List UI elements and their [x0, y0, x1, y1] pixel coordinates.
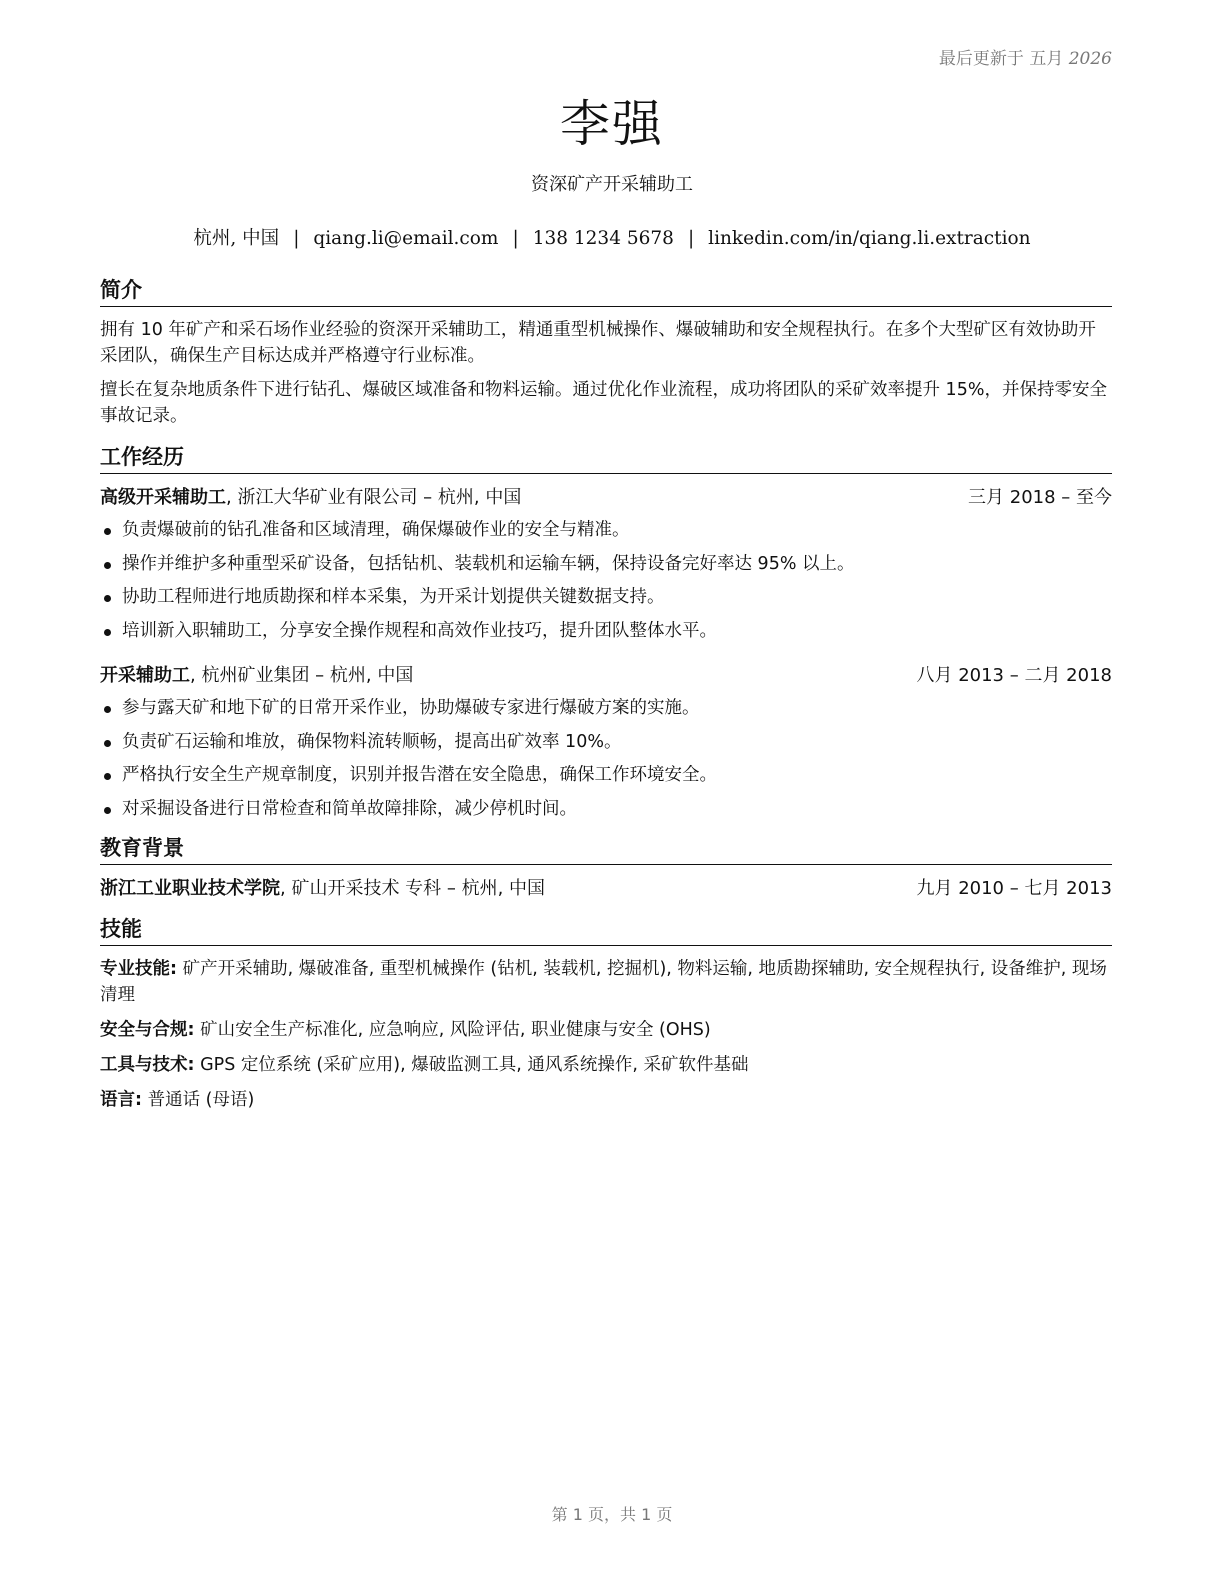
education-school: 浙江工业职业技术学院 — [100, 878, 280, 899]
skill-value: 矿产开采辅助, 爆破准备, 重型机械操作 (钻机, 装载机, 挖掘机), 物料运输, 地质勘探辅助, 安全规程执行, 设备维护, 现场清理 — [100, 959, 1107, 1005]
page-number: 第 1 页，共 1 页 — [551, 1505, 673, 1524]
job-bullet: 参与露天矿和地下矿的日常开采作业，协助爆破专家进行爆破方案的实施。 — [100, 692, 1112, 726]
job-title: 开采辅助工 — [100, 665, 190, 686]
job-bullet: 严格执行安全生产规章制度，识别并报告潜在安全隐患，确保工作环境安全。 — [100, 759, 1112, 793]
job-dates: 三月 2018 – 至今 — [968, 487, 1112, 508]
contact-line — [0, 224, 1224, 250]
job-entry — [100, 662, 1112, 826]
job-bullet: 负责矿石运输和堆放，确保物料流转顺畅，提高出矿效率 10%。 — [100, 726, 1112, 760]
job-bullet: 对采掘设备进行日常检查和简单故障排除，减少停机时间。 — [100, 793, 1112, 827]
skill-value: 矿山安全生产标准化, 应急响应, 风险评估, 职业健康与安全 (OHS) — [200, 1020, 711, 1040]
job-role-line — [100, 662, 413, 690]
candidate-name: 李强 — [560, 95, 664, 153]
skill-row — [100, 1052, 1112, 1078]
job-role-line — [100, 484, 521, 512]
summary-section — [100, 276, 1112, 429]
job-company: , 杭州矿业集团 – 杭州, 中国 — [190, 665, 414, 686]
section-title-experience: 工作经历 — [100, 443, 1112, 474]
contact-separator: | — [512, 228, 519, 249]
resume-body — [100, 276, 1112, 1122]
job-bullets — [100, 514, 1112, 648]
section-title-education: 教育背景 — [100, 834, 1112, 865]
contact-separator: | — [293, 228, 300, 249]
skill-value: 普通话 (母语) — [147, 1090, 255, 1110]
education-dates: 九月 2010 – 七月 2013 — [916, 878, 1112, 899]
skill-label: 语言: — [100, 1090, 142, 1110]
job-bullet: 协助工程师进行地质勘探和样本采集，为开采计划提供关键数据支持。 — [100, 581, 1112, 615]
last-updated-year: 2026 — [1068, 49, 1112, 69]
contact-separator: | — [687, 228, 695, 249]
education-section — [100, 834, 1112, 903]
education-entry — [100, 875, 1112, 903]
last-updated-prefix: 最后更新于 五月 — [938, 49, 1064, 69]
skill-label: 专业技能: — [100, 959, 177, 979]
education-detail: , 矿山开采技术 专科 – 杭州, 中国 — [280, 878, 546, 899]
job-company: , 浙江大华矿业有限公司 – 杭州, 中国 — [226, 487, 522, 508]
skill-row — [100, 956, 1112, 1008]
skills-section — [100, 915, 1112, 1113]
summary-paragraph: 擅长在复杂地质条件下进行钻孔、爆破区域准备和物料运输。通过优化作业流程，成功将团队的采矿效率提升 15%，并保持零安全事故记录。 — [100, 380, 1107, 426]
candidate-tagline: 资深矿产开采辅助工 — [531, 174, 693, 195]
contact-phone[interactable]: 138 1234 5678 — [532, 228, 674, 249]
job-header — [100, 662, 1112, 690]
job-dates: 八月 2013 – 二月 2018 — [916, 665, 1112, 686]
section-title-skills: 技能 — [100, 915, 1112, 946]
job-header — [100, 484, 1112, 512]
last-updated — [939, 44, 1112, 69]
section-title-summary: 简介 — [100, 276, 1112, 307]
job-bullet: 培训新入职辅助工，分享安全操作规程和高效作业技巧，提升团队整体水平。 — [100, 615, 1112, 649]
skill-value: GPS 定位系统 (采矿应用), 爆破监测工具, 通风系统操作, 采矿软件基础 — [200, 1055, 749, 1075]
job-entry — [100, 484, 1112, 648]
job-bullets — [100, 692, 1112, 826]
experience-section — [100, 443, 1112, 826]
summary-paragraph: 拥有 10 年矿产和采石场作业经验的资深开采辅助工，精通重型机械操作、爆破辅助和安全规程执行。在多个大型矿区有效协助开采团队，确保生产目标达成并严格遵守行业标准。 — [100, 320, 1096, 366]
contact-location: 杭州, 中国 — [193, 228, 280, 249]
skill-row — [100, 1017, 1112, 1043]
job-title: 高级开采辅助工 — [100, 487, 226, 508]
contact-linkedin[interactable]: linkedin.com/in/qiang.li.extraction — [708, 228, 1031, 249]
job-bullet: 负责爆破前的钻孔准备和区域清理，确保爆破作业的安全与精准。 — [100, 514, 1112, 548]
skill-row — [100, 1087, 1112, 1113]
education-line — [100, 875, 545, 903]
skill-label: 工具与技术: — [100, 1055, 195, 1075]
contact-email[interactable]: qiang.li@email.com — [313, 228, 499, 249]
job-bullet: 操作并维护多种重型采矿设备，包括钻机、装载机和运输车辆，保持设备完好率达 95% 以上。 — [100, 548, 1112, 582]
skill-label: 安全与合规: — [100, 1020, 195, 1040]
